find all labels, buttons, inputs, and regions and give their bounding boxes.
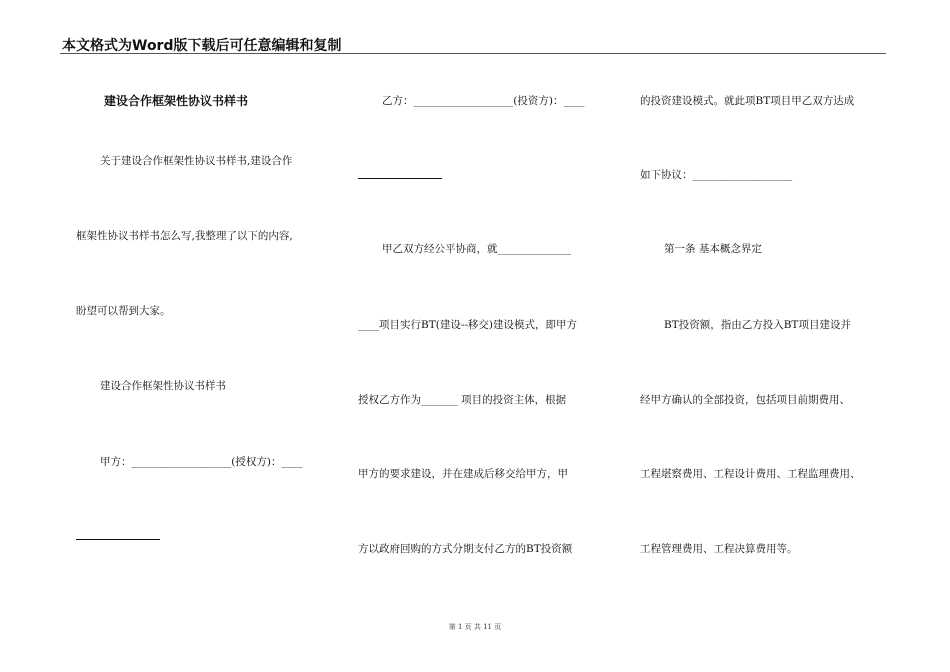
paragraph-line: 经甲方确认的全部投资，包括项目前期费用、 — [640, 394, 850, 406]
party-b-line: 乙方：___________________(投资方)：____ — [382, 95, 585, 107]
blank-rule — [358, 178, 442, 179]
column-2 — [358, 0, 613, 672]
party-a-line: 甲方：___________________(授权方)：____ — [100, 456, 303, 468]
paragraph-line: 盼望可以帮到大家。 — [76, 305, 171, 317]
paragraph-line: 工程堪察费用、工程设计费用、工程监理费用、 — [640, 468, 861, 480]
document-title: 建设合作框架性协议书样书 — [104, 94, 249, 108]
paragraph-line: 的投资建设模式。就此项BT项目甲乙双方达成 — [640, 95, 855, 107]
paragraph-line: 框架性协议书样书怎么写,我整理了以下的内容, — [76, 230, 293, 242]
column-1 — [76, 0, 336, 672]
section-heading: 建设合作框架性协议书样书 — [100, 380, 226, 392]
paragraph-line: BT投资额，指由乙方投入BT项目建设并 — [664, 319, 851, 331]
paragraph-line: 甲乙双方经公平协商，就______________ — [382, 243, 571, 255]
header-text: 本文格式为Word版下载后可任意编辑和复制 — [62, 38, 342, 54]
column-3 — [640, 0, 890, 672]
paragraph-line: 工程管理费用、工程决算费用等。 — [640, 543, 798, 555]
paragraph-line: ____项目实行BT(建设--移交)建设模式，即甲方 — [358, 319, 578, 331]
paragraph-line: 关于建设合作框架性协议书样书,建设合作 — [100, 155, 293, 167]
page-footer: 第 1 页 共 11 页 — [448, 623, 502, 631]
section-heading: 第一条 基本概念界定 — [664, 243, 762, 255]
paragraph-line: 授权乙方作为_______ 项目的投资主体，根据 — [358, 394, 567, 406]
blank-rule — [76, 539, 160, 540]
paragraph-line: 如下协议：___________________ — [640, 169, 793, 181]
paragraph-line: 甲方的要求建设，并在建成后移交给甲方，甲 — [358, 468, 568, 480]
paragraph-line: 方以政府回购的方式分期支付乙方的BT投资额 — [358, 543, 573, 555]
